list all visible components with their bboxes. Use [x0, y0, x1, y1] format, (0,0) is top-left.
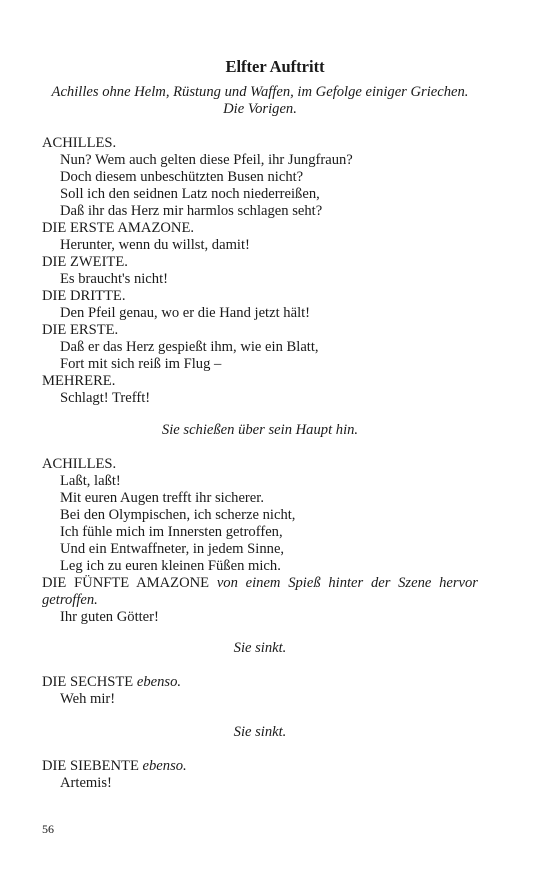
verse-line: Weh mir! [60, 691, 116, 707]
verse-line: Schlagt! Trefft! [60, 390, 151, 406]
speaker-name: DIE ERSTE AMAZONE. [42, 220, 195, 236]
verse-line: Und ein Entwaffneter, in jedem Sinne, [60, 541, 285, 557]
dialogue-section [42, 135, 478, 407]
speaker-with-direction [42, 758, 478, 775]
scene-title: Elfter Auftritt [225, 57, 325, 76]
verse-line: Daß ihr das Herz mir harmlos schlagen seht? [60, 203, 323, 219]
verse-line: Nun? Wem auch gelten diese Pfeil, ihr Jungfraun? [60, 152, 353, 168]
speaker-name: DIE SECHSTE [42, 674, 134, 690]
stage-direction-shoot: Sie schießen über sein Haupt hin. [161, 422, 359, 438]
dialogue-section-sechste [42, 674, 478, 708]
speaker-name: DIE FÜNFTE AMAZONE [42, 575, 210, 591]
dialogue-section-siebente [42, 758, 478, 792]
verse-line: Laßt, laßt! [60, 473, 121, 489]
speaker-name: DIE ZWEITE. [42, 254, 128, 270]
speaker-name: ACHILLES. [42, 456, 117, 472]
scene-stage-direction [42, 84, 478, 118]
verse-line: Ich fühle mich im Innersten getroffen, [60, 524, 283, 540]
speaker-name: DIE DRITTE. [42, 288, 126, 304]
verse-line: Mit euren Augen trefft ihr sicherer. [60, 490, 264, 506]
verse-line: Doch diesem unbeschützten Busen nicht? [60, 169, 304, 185]
speaker-name: DIE ERSTE. [42, 322, 119, 338]
dialogue-section-achilles [42, 456, 478, 626]
speaker-name: ACHILLES. [42, 135, 117, 151]
stage-direction-line: Die Vorigen. [223, 101, 297, 117]
stage-direction-sinkt: Sie sinkt. [233, 724, 287, 740]
speaker-with-direction [42, 575, 478, 592]
verse-line: Leg ich zu euren kleinen Füßen mich. [60, 558, 281, 574]
verse-line: Daß er das Herz gespießt ihm, wie ein Blatt, [60, 339, 319, 355]
inline-stage-direction: von einem Spieß hinter der Szene hervor [216, 575, 478, 591]
verse-line: Den Pfeil genau, wo er die Hand jetzt hält! [60, 305, 311, 321]
verse-line: Fort mit sich reiß im Flug – [60, 356, 222, 372]
stage-direction-line: Achilles ohne Helm, Rüstung und Waffen, im Gefolge einiger Griechen. [51, 84, 469, 100]
verse-line: Bei den Olympischen, ich scherze nicht, [60, 507, 296, 523]
verse-line: Soll ich den seidnen Latz noch niederreißen, [60, 186, 320, 202]
verse-line: Es braucht's nicht! [60, 271, 168, 287]
page-number: 56 [42, 822, 54, 836]
speaker-name: DIE SIEBENTE [42, 758, 139, 774]
inline-stage-direction: ebenso. [142, 758, 187, 774]
inline-stage-direction-cont: getroffen. [42, 592, 98, 608]
inline-stage-direction: ebenso. [136, 674, 182, 690]
verse-line: Herunter, wenn du willst, damit! [60, 237, 250, 253]
speaker-with-direction [42, 674, 478, 691]
verse-line: Ihr guten Götter! [60, 609, 159, 625]
verse-line: Artemis! [60, 775, 112, 791]
stage-direction-sinkt: Sie sinkt. [233, 640, 287, 656]
speaker-name: MEHRERE. [42, 373, 116, 389]
